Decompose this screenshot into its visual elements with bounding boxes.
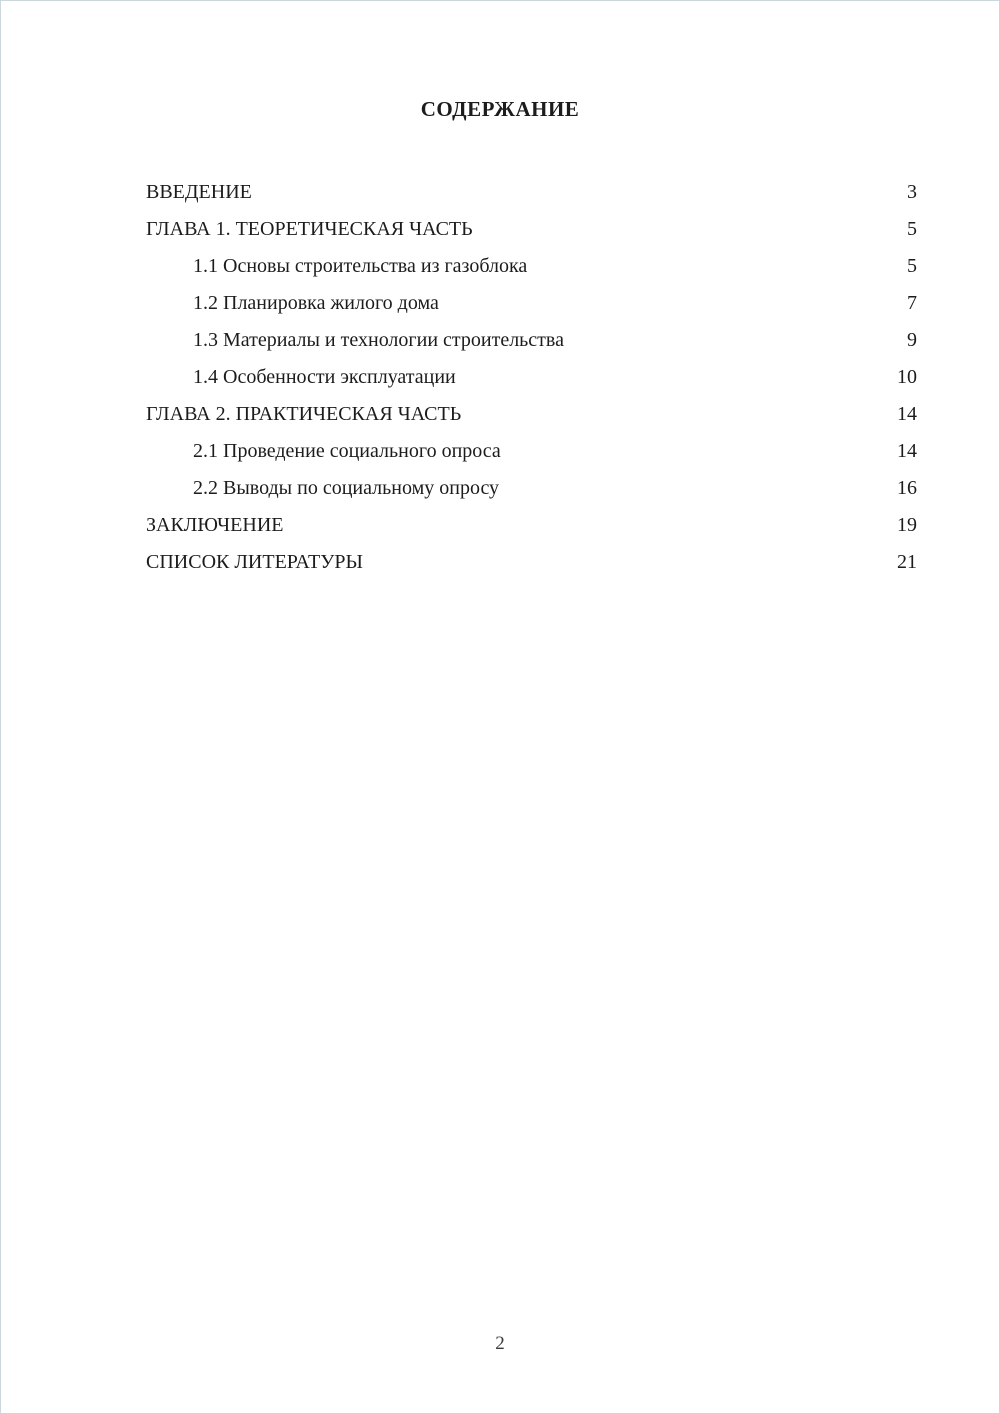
toc-entry-label: 1.4 Особенности эксплуатации [193, 366, 456, 388]
toc-entry-page: 19 [897, 514, 917, 536]
footer-page-number: 2 [495, 1333, 505, 1354]
toc-entry-page: 14 [897, 403, 917, 425]
toc-row [146, 211, 917, 248]
toc-entry-label: СПИСОК ЛИТЕРАТУРЫ [146, 551, 363, 573]
toc-entry-label: 2.1 Проведение социального опроса [193, 440, 501, 462]
toc-entry-page: 21 [897, 551, 917, 573]
toc-entry-page: 5 [907, 218, 917, 240]
toc-row [146, 433, 917, 470]
toc-row [146, 507, 917, 544]
toc-entry-label: 1.1 Основы строительства из газоблока [193, 255, 528, 277]
toc-entry-label: ВВЕДЕНИЕ [146, 181, 252, 203]
toc-entry-page: 7 [907, 292, 917, 314]
toc-row [146, 248, 917, 285]
toc-row [146, 322, 917, 359]
toc-row [146, 359, 917, 396]
toc-entry-page: 9 [907, 329, 917, 351]
toc-entry-label: 1.2 Планировка жилого дома [193, 292, 439, 314]
toc-entry-page: 14 [897, 440, 917, 462]
toc-row [146, 174, 917, 211]
page-title: СОДЕРЖАНИЕ [420, 97, 580, 121]
toc [1, 174, 999, 581]
toc-row [146, 285, 917, 322]
toc-entry-page: 3 [907, 181, 917, 203]
toc-entry-label: ЗАКЛЮЧЕНИЕ [146, 514, 284, 536]
toc-entry-page: 5 [907, 255, 917, 277]
toc-entry-label: ГЛАВА 2. ПРАКТИЧЕСКАЯ ЧАСТЬ [146, 403, 462, 425]
toc-entry-page: 16 [897, 477, 917, 499]
toc-entry-page: 10 [897, 366, 917, 388]
toc-row [146, 544, 917, 581]
toc-entry-label: ГЛАВА 1. ТЕОРЕТИЧЕСКАЯ ЧАСТЬ [146, 218, 473, 240]
toc-entry-label: 1.3 Материалы и технологии строительства [193, 329, 564, 351]
toc-row [146, 470, 917, 507]
toc-row [146, 396, 917, 433]
toc-entry-label: 2.2 Выводы по социальному опросу [193, 477, 500, 499]
